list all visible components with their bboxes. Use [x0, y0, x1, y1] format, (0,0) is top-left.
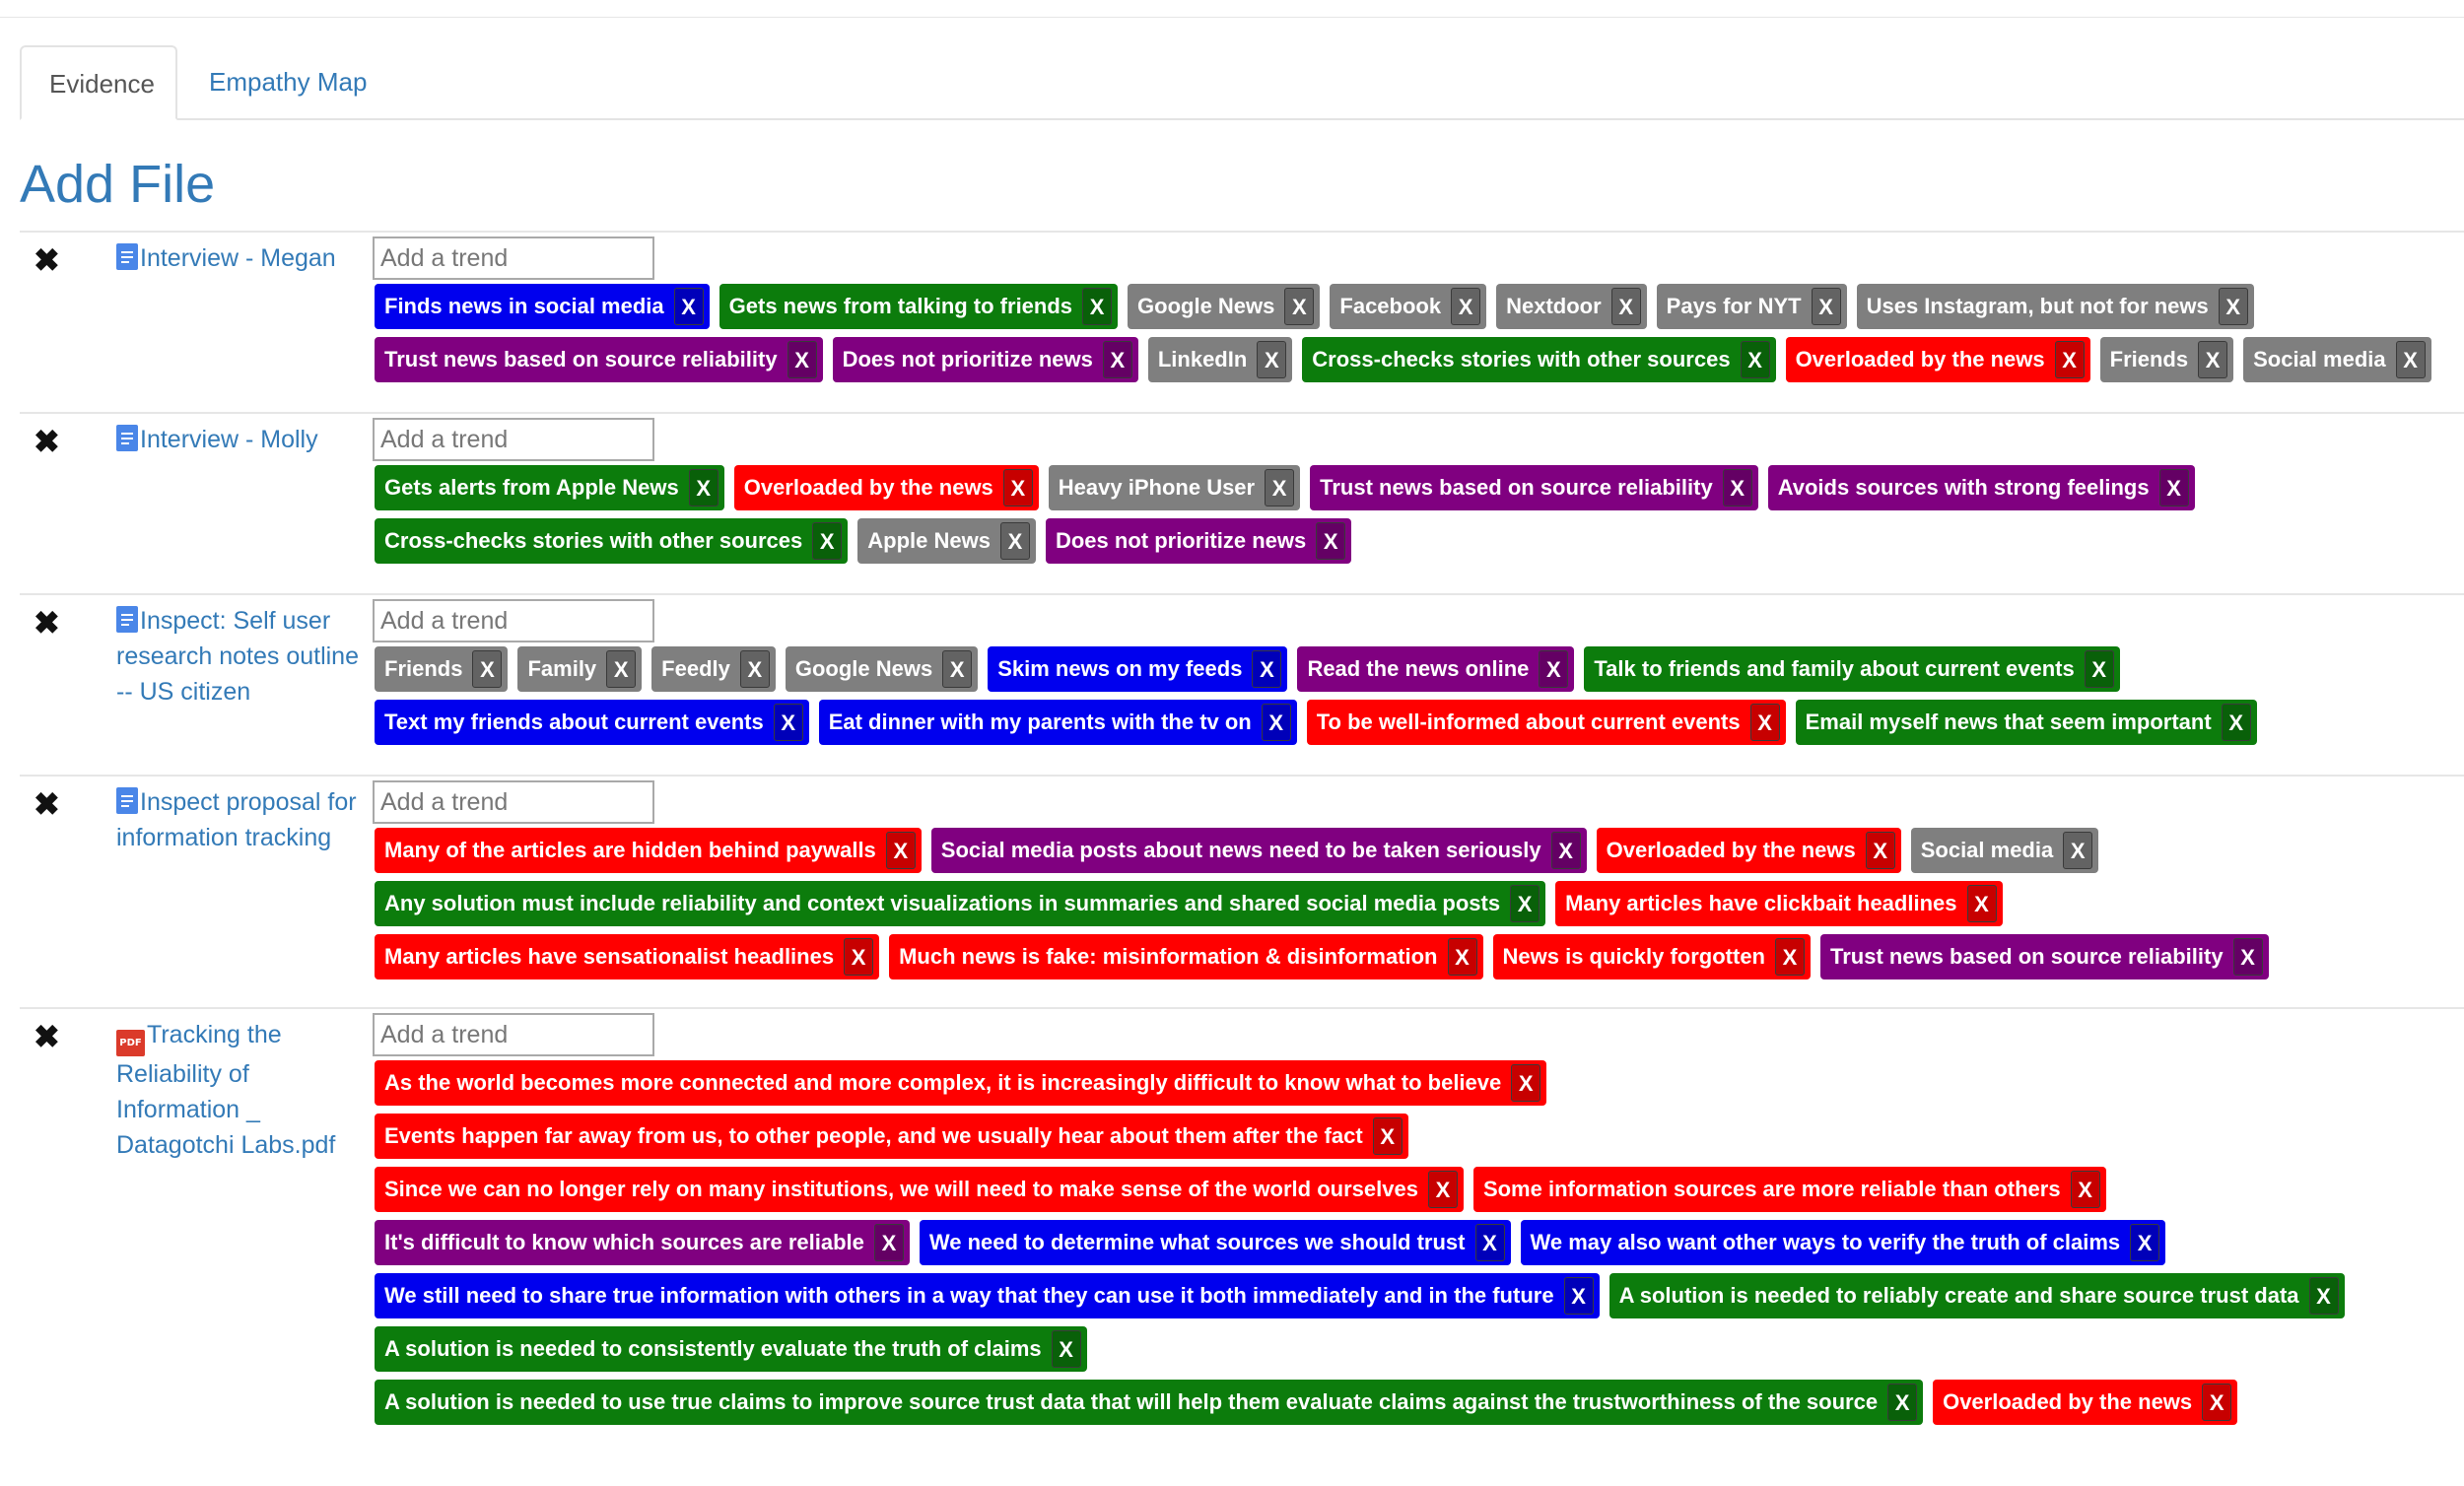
file-row [20, 1007, 2464, 1415]
trend-tag-label: Overloaded by the news [1606, 838, 1856, 862]
trend-tag-label: Talk to friends and family about current events [1594, 656, 2075, 681]
trend-tag [1768, 465, 2195, 510]
trend-tag-line [375, 828, 2464, 881]
trend-tag-line [375, 934, 2464, 987]
trend-tag [1786, 337, 2090, 382]
trend-tag-label: Social media posts about news need to be taken seriously [940, 838, 1541, 862]
trend-tag-label: Finds news in social media [384, 294, 664, 318]
remove-trend-button[interactable]: X [2396, 341, 2426, 378]
trend-tag-label: We need to determine what sources we should trust [928, 1230, 1466, 1254]
trend-tag [2243, 337, 2431, 382]
trend-tag-label: Social media [2253, 347, 2386, 372]
remove-trend-button[interactable]: X [1284, 288, 1314, 325]
file-link[interactable] [116, 784, 373, 855]
remove-trend-button[interactable]: X [1316, 522, 1345, 560]
trend-tag [1297, 646, 1574, 692]
trend-tag [1128, 284, 1320, 329]
remove-file-icon[interactable]: ✖ [34, 786, 60, 822]
doc-icon [116, 243, 138, 270]
trend-tag [375, 465, 724, 510]
trend-tag-list [375, 646, 2464, 753]
trend-tag-list [375, 465, 2464, 572]
trend-tag-label: Nextdoor [1506, 294, 1602, 318]
remove-file-icon[interactable]: ✖ [34, 424, 60, 459]
trend-tag [375, 934, 879, 979]
trend-tag-label: Email myself news that seem important [1805, 709, 2212, 734]
trend-tag-label: Overloaded by the news [743, 475, 993, 500]
trend-tag-line [375, 518, 2464, 572]
top-divider [0, 17, 2464, 18]
doc-icon [116, 606, 138, 633]
remove-trend-button[interactable]: X [2198, 341, 2227, 378]
trend-tag [651, 646, 776, 692]
remove-trend-button[interactable]: X [1723, 469, 1752, 507]
add-trend-input[interactable] [373, 236, 654, 280]
remove-trend-button[interactable]: X [2202, 1384, 2231, 1421]
remove-trend-button[interactable]: X [1103, 341, 1132, 378]
trend-tag [1857, 284, 2254, 329]
trend-tag [719, 284, 1118, 329]
remove-trend-button[interactable]: X [812, 522, 842, 560]
trend-tag-label: Overloaded by the news [1795, 347, 2045, 372]
trend-tag [375, 518, 848, 564]
remove-trend-button[interactable]: X [1511, 1064, 1540, 1102]
remove-trend-button[interactable]: X [1003, 469, 1033, 507]
page-title[interactable]: Add File [20, 155, 216, 214]
remove-trend-button[interactable]: X [1539, 650, 1568, 688]
remove-trend-button[interactable]: X [740, 650, 770, 688]
trend-tag [1049, 465, 1300, 510]
trend-tag [1911, 828, 2099, 873]
remove-trend-button[interactable]: X [1475, 1224, 1505, 1261]
trend-tag-label: Some information sources are more reliable than others [1482, 1177, 2061, 1201]
remove-trend-button[interactable]: X [1510, 885, 1540, 922]
trend-tag-line [375, 1326, 2464, 1380]
remove-trend-button[interactable]: X [1262, 704, 1291, 741]
trend-tag-label: Overloaded by the news [1943, 1389, 2193, 1414]
remove-trend-button[interactable]: X [1775, 938, 1805, 976]
trend-tag-label: A solution is needed to use true claims to improve source trust data that will help them evaluate claims against the trustworthiness of the source [384, 1389, 1879, 1414]
remove-trend-button[interactable]: X [606, 650, 636, 688]
trend-tag [1597, 828, 1901, 873]
trend-tag [1496, 284, 1647, 329]
remove-trend-button[interactable]: X [2309, 1277, 2339, 1315]
remove-trend-button[interactable]: X [787, 341, 817, 378]
trend-tag [1302, 337, 1775, 382]
remove-trend-button[interactable]: X [2085, 650, 2114, 688]
trend-tag [375, 337, 823, 382]
remove-trend-button[interactable]: X [2063, 832, 2092, 869]
file-row [20, 775, 2464, 970]
trend-tag-line [375, 337, 2464, 390]
file-link[interactable] [116, 603, 373, 709]
add-trend-input[interactable] [373, 1013, 654, 1056]
trend-tag [375, 1326, 1087, 1372]
trend-tag-label: Eat dinner with my parents with the tv on [828, 709, 1252, 734]
trend-tag-label: Pays for NYT [1666, 294, 1802, 318]
trend-tag-label: Does not prioritize news [1055, 528, 1307, 553]
remove-trend-button[interactable]: X [1750, 704, 1780, 741]
trend-tag-label: Cross-checks stories with other sources [1312, 347, 1731, 372]
remove-trend-button[interactable]: X [1257, 341, 1286, 378]
remove-trend-button[interactable]: X [874, 1224, 904, 1261]
trend-tag-label: Many articles have sensationalist headlines [384, 944, 835, 969]
trend-tag-label: Google News [1137, 294, 1275, 318]
file-name[interactable]: Interview - Megan [140, 244, 336, 272]
file-name[interactable]: Inspect: Self user research notes outline -- US citizen [116, 607, 359, 706]
trend-tag-label: We still need to share true information with others in a way that they can use it both immediately and in the future [384, 1283, 1554, 1308]
trend-tag-label: Facebook [1339, 294, 1442, 318]
trend-tag [1330, 284, 1486, 329]
remove-trend-button[interactable]: X [1887, 1384, 1917, 1421]
trend-tag [375, 1380, 1923, 1425]
trend-tag-label: Trust news based on source reliability [1830, 944, 2224, 969]
remove-trend-button[interactable]: X [2071, 1171, 2100, 1208]
trend-tag [1820, 934, 2269, 979]
trend-tag-label: Events happen far away from us, to other people, and we usually hear about them after the fact [384, 1123, 1363, 1148]
trend-tag [375, 646, 508, 692]
trend-tag [1555, 881, 2002, 926]
remove-trend-button[interactable]: X [2159, 469, 2189, 507]
file-name[interactable]: Interview - Molly [140, 426, 318, 453]
remove-file-icon[interactable]: ✖ [34, 1019, 60, 1054]
file-row [20, 593, 2464, 735]
remove-trend-button[interactable]: X [1428, 1171, 1458, 1208]
trend-tag [1046, 518, 1351, 564]
trend-tag-label: Much news is fake: misinformation & disinformation [899, 944, 1438, 969]
trend-tag-label: Many of the articles are hidden behind paywalls [384, 838, 876, 862]
file-row [20, 231, 2464, 372]
trend-tag-label: LinkedIn [1157, 347, 1248, 372]
trend-tag [833, 337, 1138, 382]
trend-tag-label: Read the news online [1307, 656, 1530, 681]
trend-tag [988, 646, 1287, 692]
remove-trend-button[interactable]: X [774, 704, 803, 741]
trend-tag-label: A solution is needed to consistently evaluate the truth of claims [384, 1336, 1042, 1361]
remove-trend-button[interactable]: X [1373, 1117, 1403, 1155]
trend-tag [1933, 1380, 2237, 1425]
trend-tag [1609, 1273, 2345, 1318]
trend-tag-label: Family [527, 656, 597, 681]
trend-tag-label: As the world becomes more connected and more complex, it is increasingly difficult to know what to believe [384, 1070, 1502, 1095]
trend-tag [1657, 284, 1847, 329]
trend-tag [1584, 646, 2119, 692]
add-trend-input[interactable] [373, 599, 654, 642]
remove-trend-button[interactable]: X [2055, 341, 2085, 378]
remove-trend-button[interactable]: X [689, 469, 719, 507]
trend-tag-label: Gets news from talking to friends [728, 294, 1073, 318]
trend-tag-list [375, 1060, 2464, 1433]
file-row [20, 412, 2464, 554]
trend-tag [1148, 337, 1292, 382]
remove-trend-button[interactable]: X [1741, 341, 1770, 378]
trend-tag-list [375, 828, 2464, 987]
file-link[interactable] [116, 240, 373, 276]
trend-tag-label: Friends [384, 656, 463, 681]
trend-tag [1473, 1167, 2106, 1212]
remove-trend-button[interactable]: X [1611, 288, 1641, 325]
trend-tag-label: Feedly [661, 656, 730, 681]
trend-tag-label: Does not prioritize news [842, 347, 1093, 372]
trend-tag [889, 934, 1482, 979]
remove-trend-button[interactable]: X [844, 938, 873, 976]
remove-trend-button[interactable]: X [1551, 832, 1581, 869]
trend-tag [857, 518, 1036, 564]
remove-trend-button[interactable]: X [1448, 938, 1477, 976]
trend-tag-line [375, 1114, 2464, 1167]
add-trend-input[interactable] [373, 418, 654, 461]
trend-tag-label: Trust news based on source reliability [384, 347, 778, 372]
trend-tag-line [375, 700, 2464, 753]
remove-trend-button[interactable]: X [886, 832, 916, 869]
trend-tag-label: Trust news based on source reliability [1320, 475, 1713, 500]
remove-trend-button[interactable]: X [2233, 938, 2263, 976]
trend-tag-label: Skim news on my feeds [997, 656, 1243, 681]
file-link[interactable] [116, 1017, 373, 1163]
remove-trend-button[interactable]: X [1451, 288, 1480, 325]
trend-tag [2100, 337, 2233, 382]
remove-trend-button[interactable]: X [1052, 1330, 1081, 1368]
remove-trend-button[interactable]: X [1252, 650, 1281, 688]
trend-tag-label: Social media [1920, 838, 2054, 862]
trend-tag-line [375, 1380, 2464, 1433]
trend-tag-label: News is quickly forgotten [1502, 944, 1765, 969]
tab-empathy-map[interactable]: Empathy Map [209, 67, 368, 97]
remove-file-icon[interactable]: ✖ [34, 605, 60, 641]
trend-tag [931, 828, 1587, 873]
trend-tag-label: Gets alerts from Apple News [384, 475, 679, 500]
trend-tag [375, 284, 710, 329]
trend-tag [375, 1220, 910, 1265]
trend-tag-label: Cross-checks stories with other sources [384, 528, 803, 553]
trend-tag-label: Many articles have clickbait headlines [1565, 891, 1957, 915]
trend-tag [819, 700, 1297, 745]
remove-trend-button[interactable]: X [1866, 832, 1895, 869]
trend-tag [375, 1060, 1546, 1106]
trend-tag-label: Since we can no longer rely on many institutions, we will need to make sense of the world ourselves [384, 1177, 1418, 1201]
trend-tag [1521, 1220, 2166, 1265]
remove-trend-button[interactable]: X [1082, 288, 1112, 325]
remove-trend-button[interactable]: X [1564, 1277, 1594, 1315]
trend-tag-line [375, 465, 2464, 518]
trend-tag-label: It's difficult to know which sources are reliable [384, 1230, 864, 1254]
trend-tag-line [375, 1273, 2464, 1326]
remove-trend-button[interactable]: X [1000, 522, 1030, 560]
trend-tag [375, 1273, 1600, 1318]
remove-file-icon[interactable]: ✖ [34, 242, 60, 278]
file-name[interactable]: Tracking the Reliability of Information _ Datagotchi Labs.pdf [116, 1021, 336, 1159]
doc-icon [116, 787, 138, 814]
tab-bar [20, 45, 2464, 120]
remove-trend-button[interactable]: X [2219, 288, 2248, 325]
remove-trend-button[interactable]: X [674, 288, 704, 325]
trend-tag-label: To be well-informed about current events [1316, 709, 1741, 734]
trend-tag-line [375, 284, 2464, 337]
trend-tag-label: We may also want other ways to verify the truth of claims [1530, 1230, 2121, 1254]
trend-tag-line [375, 881, 2464, 934]
file-name[interactable]: Inspect proposal for information tracking [116, 788, 357, 851]
trend-tag-label: Any solution must include reliability and context visualizations in summaries and shared social media posts [384, 891, 1501, 915]
trend-tag-line [375, 646, 2464, 700]
trend-tag-label: Avoids sources with strong feelings [1777, 475, 2150, 500]
trend-tag [517, 646, 642, 692]
trend-tag [1493, 934, 1812, 979]
trend-tag [375, 1114, 1408, 1159]
trend-tag-label: Heavy iPhone User [1058, 475, 1256, 500]
remove-trend-button[interactable]: X [1812, 288, 1841, 325]
trend-tag-line [375, 1060, 2464, 1114]
remove-trend-button[interactable]: X [2222, 704, 2251, 741]
trend-tag-label: Text my friends about current events [384, 709, 764, 734]
trend-tag [734, 465, 1039, 510]
trend-tag-label: A solution is needed to reliably create and share source trust data [1618, 1283, 2299, 1308]
add-trend-input[interactable] [373, 780, 654, 824]
pdf-icon: PDF [116, 1030, 145, 1056]
trend-tag [786, 646, 978, 692]
remove-trend-button[interactable]: X [472, 650, 502, 688]
doc-icon [116, 425, 138, 451]
remove-trend-button[interactable]: X [1265, 469, 1294, 507]
trend-tag-label: Google News [794, 656, 933, 681]
trend-tag-label: Apple News [867, 528, 991, 553]
trend-tag [375, 700, 809, 745]
trend-tag [375, 828, 922, 873]
trend-tag [1310, 465, 1758, 510]
trend-tag [1796, 700, 2257, 745]
trend-tag-line [375, 1220, 2464, 1273]
tab-evidence[interactable]: Evidence [20, 45, 177, 120]
trend-tag-list [375, 284, 2464, 390]
trend-tag-label: Friends [2109, 347, 2189, 372]
remove-trend-button[interactable]: X [2130, 1224, 2159, 1261]
trend-tag-line [375, 1167, 2464, 1220]
remove-trend-button[interactable]: X [942, 650, 972, 688]
trend-tag [1307, 700, 1786, 745]
trend-tag [375, 881, 1545, 926]
trend-tag-label: Uses Instagram, but not for news [1866, 294, 2209, 318]
trend-tag [375, 1167, 1464, 1212]
file-link[interactable] [116, 422, 373, 457]
trend-tag [920, 1220, 1511, 1265]
remove-trend-button[interactable]: X [1967, 885, 1997, 922]
